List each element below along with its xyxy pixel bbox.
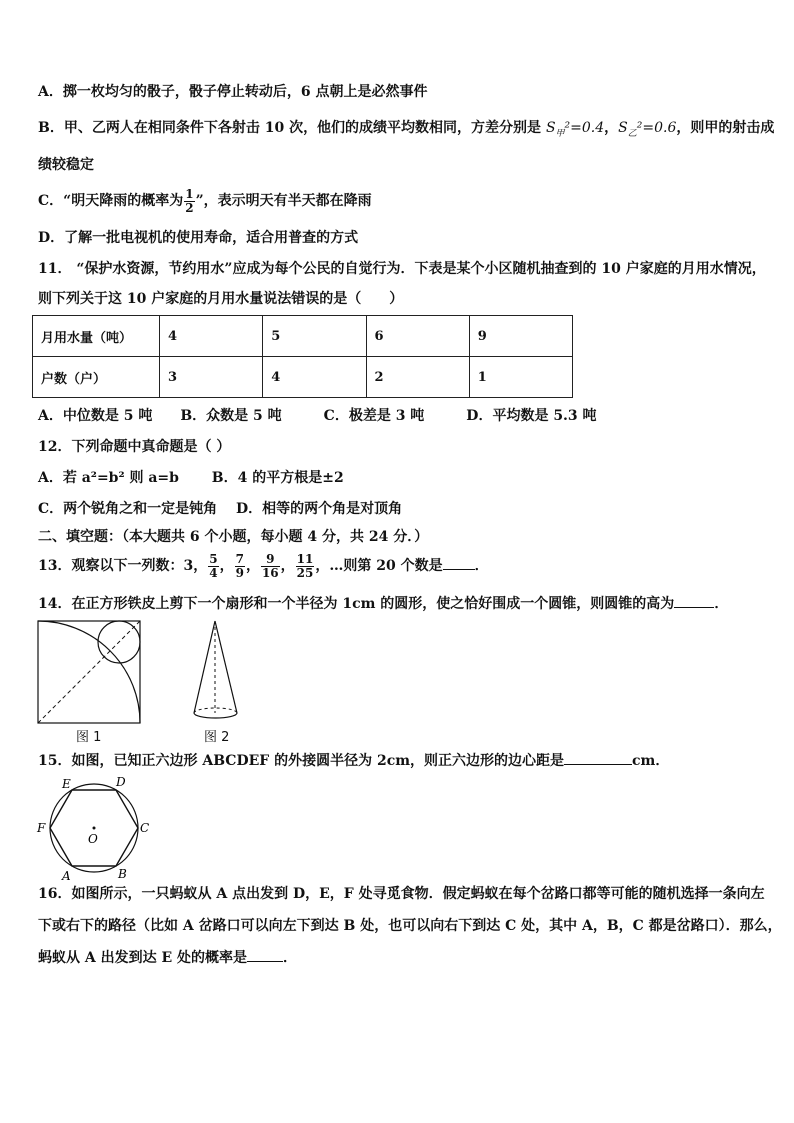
q12-options-cd: C．两个锐角之和一定是钝角 D．相等的两个角是对顶角 [38, 501, 403, 517]
q12-options-ab: A．若 a²=b² 则 a=b B．4 的平方根是±2 [38, 470, 344, 486]
q10-b-pre: B．甲、乙两人在相同条件下各射击 10 次，他们的成绩平均数相同，方差分别是 [38, 120, 546, 136]
figure-caption-1: 图 1 [76, 730, 102, 745]
q16-stem-line2: 下或右下的路径（比如 A 岔路口可以向左下到达 B 处，也可以向右下到达 C 处，其中 A，B，C 都是岔路口）．那么， [38, 918, 782, 934]
q10-option-b: B．甲、乙两人在相同条件下各射击 10 次，他们的成绩平均数相同，方差分别是 $S_甲^2=0.4$，$S_乙^2=0.6$，则甲的射击成 [38, 120, 775, 139]
table-cell: 9 [469, 316, 572, 357]
hexagon-figure [34, 770, 164, 882]
q13-fraction: $\frac{5}{4}$ [209, 551, 218, 580]
q11-stem-line1: 11． “保护水资源，节约用水”应成为每个公民的自觉行为．下表是某个小区随机抽查到的 10 户家庭的月用水情况， [38, 261, 766, 277]
answer-blank[interactable] [247, 947, 283, 962]
answer-blank[interactable] [443, 555, 475, 570]
q10-b-variance-a: $S_甲^2=0.4$ [545, 120, 605, 139]
q10-option-d: D．了解一批电视机的使用寿命，适合用普查的方式 [38, 230, 359, 246]
center-label-o: O [88, 832, 98, 846]
table-cell: 6 [366, 316, 469, 357]
table-cell: 4 [263, 357, 366, 398]
figure-caption-2: 图 2 [204, 730, 230, 745]
q16-stem-line3: 蚂蚁从 A 出发到达 E 处的概率是 ． [38, 947, 297, 968]
vertex-label-d: D [116, 775, 126, 789]
table-row [33, 316, 573, 357]
answer-blank[interactable] [564, 750, 632, 765]
q14-figures [36, 618, 256, 728]
table-cell: 2 [366, 357, 469, 398]
vertex-label-f: F [37, 821, 46, 835]
q11-options: A．中位数是 5 吨 B．众数是 5 吨 C．极差是 3 吨 D．平均数是 5.3 吨 [38, 408, 597, 424]
q10-option-a: A．掷一枚均匀的骰子，骰子停止转动后，6 点朝上是必然事件 [38, 84, 428, 100]
section-heading: 二、填空题：（本大题共 6 个小题，每小题 4 分，共 24 分．） [38, 529, 429, 545]
q10-option-c: C．“明天降雨的概率为 $\frac{1}{2}$ ”，表示明天有半天都在降雨 [38, 186, 372, 215]
q13-stem: 13．观察以下一列数：3， $\frac{5}{4}$ ， $\frac{7}{9}$ ， $\frac{9}{16}$ ， $\frac{11}{25}$ ，…则第 20 个数是 ． [38, 551, 489, 580]
q13-fraction: $\frac{11}{25}$ [296, 551, 314, 580]
q10-b-variance-b: $S_乙^2=0.6$ [618, 120, 677, 139]
q10-option-b-cont: 绩较稳定 [38, 157, 94, 173]
vertex-label-c: C [140, 821, 150, 835]
q15-stem: 15．如图，已知正六边形 ABCDEF 的外接圆半径为 2cm，则正六边形的边心距是 cm． [38, 750, 669, 771]
q14-stem: 14．在正方形铁皮上剪下一个扇形和一个半径为 1cm 的圆形，使之恰好围成一个圆锥，则圆锥的高为 ． [38, 593, 728, 614]
vertex-label-a: A [62, 869, 71, 882]
table-cell: 月用水量（吨） [33, 316, 160, 357]
cone-figure [194, 621, 237, 718]
q11-water-table [32, 315, 573, 398]
square-sheet-figure [38, 621, 140, 723]
q12-stem: 12．下列命题中真命题是（ ） [38, 439, 231, 455]
table-row [33, 357, 573, 398]
q11-stem-line2: 则下列关于这 10 户家庭的月用水量说法错误的是（ ） [38, 291, 404, 307]
q13-fraction: $\frac{9}{16}$ [261, 551, 279, 580]
table-cell: 5 [263, 316, 366, 357]
table-cell: 户数（户） [33, 357, 160, 398]
q10-c-fraction: $\frac{1}{2}$ [185, 186, 194, 215]
table-cell: 4 [160, 316, 263, 357]
table-cell: 1 [469, 357, 572, 398]
vertex-label-b: B [118, 867, 127, 881]
q13-fraction: $\frac{7}{9}$ [235, 551, 244, 580]
answer-blank[interactable] [674, 593, 714, 608]
vertex-label-e: E [62, 777, 71, 791]
q16-stem-line1: 16．如图所示，一只蚂蚁从 A 点出发到 D，E，F 处寻觅食物．假定蚂蚁在每个岔路口都等可能的随机选择一条向左 [38, 886, 765, 902]
table-cell: 3 [160, 357, 263, 398]
